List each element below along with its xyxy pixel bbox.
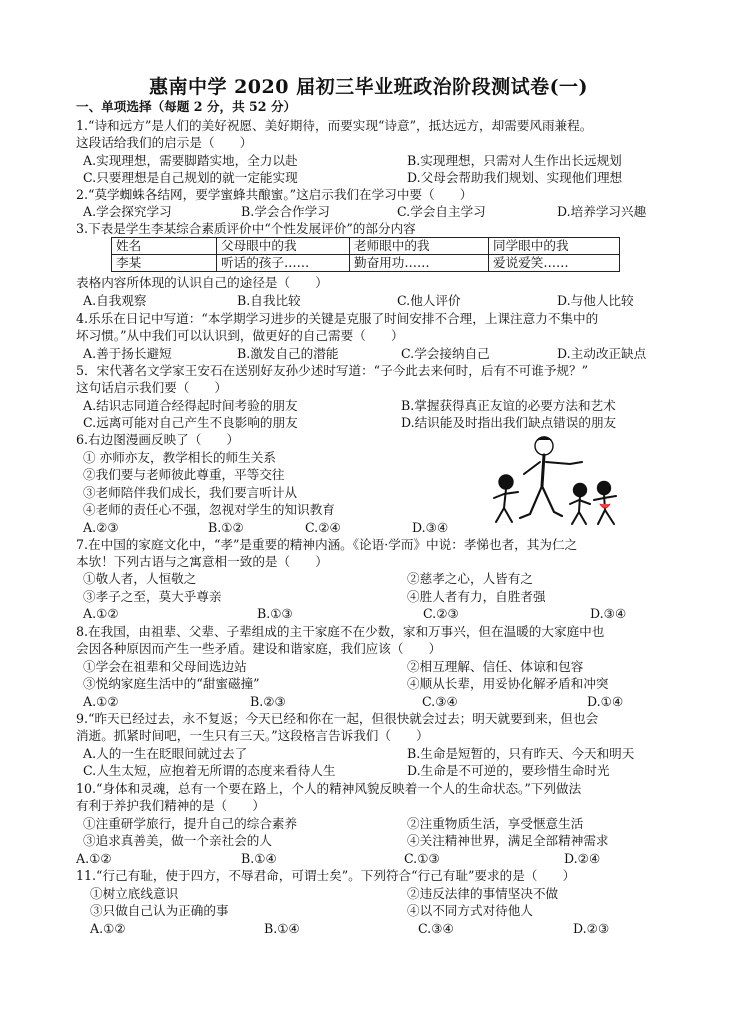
q10-stem-line2: 有利于养护我们精神的是（ ） bbox=[76, 798, 265, 813]
q10-choice-4: ④关注精神世界，满足全部精神需求 bbox=[407, 833, 609, 848]
q11-choice-2: ②违反法律的事情坚决不做 bbox=[407, 886, 559, 901]
q6-choice-3: ③老师陪伴我们成长，我们要言听计从 bbox=[83, 485, 298, 500]
q1-option-a: A.实现理想，需要脚踏实地，全力以赴 bbox=[83, 153, 298, 168]
q10-choice-3: ③追求真善美，做一个亲社会的人 bbox=[83, 833, 272, 848]
q1-option-d: D.父母会帮助我们规划、实现他们理想 bbox=[407, 170, 623, 185]
section-heading: 一、单项选择（每题 2 分，共 52 分） bbox=[76, 99, 297, 114]
q5-stem-line2: 这句话启示我们要（ ） bbox=[76, 380, 228, 395]
q6-option-c: C.②④ bbox=[305, 520, 341, 535]
table-cell: 老师眼中的我 bbox=[350, 238, 489, 255]
q8-choice-2: ②相互理解、信任、体谅和包容 bbox=[407, 659, 584, 674]
q9-option-a: A.人的一生在眨眼间就过去了 bbox=[83, 746, 248, 761]
q9-stem-line2: 消逝。抓紧时间吧，一生只有三天。”这段格言告诉我们（ ） bbox=[76, 728, 429, 743]
table-row bbox=[112, 255, 620, 272]
q1-option-c: C.只要理想是自己规划的就一定能实现 bbox=[83, 170, 298, 185]
q7-choice-3: ③孝子之至，莫大乎尊亲 bbox=[83, 589, 222, 604]
q7-choice-2: ②慈孝之心，人皆有之 bbox=[407, 571, 533, 586]
q10-choice-1: ①注重研学旅行，提升自己的综合素养 bbox=[83, 816, 298, 831]
q7-choice-1: ①敬人者，人恒敬之 bbox=[83, 571, 197, 586]
q8-stem-line1: 8.在我国，由祖辈、父辈、子辈组成的主干家庭不在少数，家和万事兴，但在温暖的大家庭中也 bbox=[76, 624, 605, 639]
q5-option-a: A.结识志同道合经得起时间考验的朋友 bbox=[83, 398, 298, 413]
q4-option-d: D.主动改正缺点 bbox=[557, 346, 647, 361]
table-cell: 听话的孩子…… bbox=[217, 255, 350, 272]
q2-option-a: A.学会探究学习 bbox=[83, 204, 172, 219]
q8-option-d: D.①④ bbox=[587, 694, 624, 709]
q3-option-b: B.自我比较 bbox=[237, 293, 301, 308]
q8-choice-1: ①学会在祖辈和父母间选边站 bbox=[83, 659, 247, 674]
exam-title: 惠南中学 2020 届初三毕业班政治阶段测试卷(一) bbox=[148, 76, 589, 98]
q8-option-a: A.①② bbox=[83, 694, 119, 709]
q10-option-c: C.①③ bbox=[404, 851, 440, 866]
q1-stem-line2: 这段话给我们的启示是（ ） bbox=[76, 135, 253, 150]
q11-option-c: C.③④ bbox=[418, 921, 454, 936]
q9-option-c: C.人生太短，应抱着无所谓的态度来看待人生 bbox=[83, 763, 336, 778]
q10-option-d: D.②④ bbox=[564, 851, 601, 866]
q6-option-a: A.②③ bbox=[83, 520, 119, 535]
q10-option-a: A.①② bbox=[76, 851, 112, 866]
table-row bbox=[112, 238, 620, 255]
q8-choice-3: ③悦纳家庭生活中的“甜蜜磁撞” bbox=[83, 676, 260, 691]
q3-option-a: A.自我观察 bbox=[83, 293, 147, 308]
q8-option-c: C.③④ bbox=[422, 694, 458, 709]
q6-choice-4: ④老师的责任心不强，忽视对学生的知识教育 bbox=[83, 502, 335, 517]
q7-stem-line1: 7.在中国的家庭文化中，“孝”是重要的精神内涵。《论语·学而》中说：孝悌也者，其为仁之 bbox=[76, 537, 578, 552]
q9-option-d: D.生命是不可逆的，要珍惜生命时光 bbox=[407, 763, 610, 778]
q7-choice-4: ④胜人者有力，自胜者强 bbox=[407, 589, 546, 604]
q11-stem: 11.“行己有耻，使于四方，不辱君命，可谓士矣”。下列符合“行己有耻”要求的是（ ） bbox=[76, 868, 576, 883]
q5-stem-line1: 5．宋代著名文学家王安石在送别好友孙少述时写道：“子今此去来何时，后有不可谁予规？” bbox=[76, 363, 589, 378]
q4-stem-line1: 4.乐乐在日记中写道：“本学期学习进步的关键是克服了时间安排不合理，上课注意力不集中的 bbox=[76, 311, 599, 326]
q8-option-b: B.②③ bbox=[250, 694, 286, 709]
table-cell: 勤奋用功…… bbox=[350, 255, 489, 272]
q4-option-b: B.激发自己的潜能 bbox=[237, 346, 339, 361]
table-cell: 爱说爱笑…… bbox=[489, 255, 620, 272]
q4-stem-line2: 坏习惯。”从中我们可以认识到，做更好的自己需要（ ） bbox=[76, 328, 404, 343]
table-cell: 父母眼中的我 bbox=[217, 238, 350, 255]
q10-option-b: B.①④ bbox=[241, 851, 277, 866]
q9-stem-line1: 9.“昨天已经过去，永不复返；今天已经和你在一起，但很快就会过去；明天就要到来，但也会 bbox=[76, 711, 599, 726]
q3-option-d: D.与他人比较 bbox=[557, 293, 634, 308]
q5-option-b: B.掌握获得真正友谊的必要方法和艺术 bbox=[401, 398, 616, 413]
q11-choice-4: ④以不同方式对待他人 bbox=[407, 903, 533, 918]
q6-option-d: D.③④ bbox=[412, 520, 449, 535]
q2-option-d: D.培养学习兴趣 bbox=[557, 204, 647, 219]
q11-option-d: D.②③ bbox=[573, 921, 610, 936]
q7-option-d: D.③④ bbox=[590, 606, 627, 621]
q2-option-b: B.学会合作学习 bbox=[241, 204, 330, 219]
q8-stem-line2: 会因各种原因而产生一些矛盾。建设和谐家庭，我们应该（ ） bbox=[76, 641, 442, 656]
q6-option-b: B.①② bbox=[208, 520, 244, 535]
q3-stem: 3.下表是学生李某综合素质评价中“个性发展评价”的部分内容 bbox=[76, 221, 416, 236]
table-cell: 姓名 bbox=[112, 238, 217, 255]
table-cell: 同学眼中的我 bbox=[489, 238, 620, 255]
q1-stem-line1: 1.“诗和远方”是人们的美好祝愿、美好期待，而要实现“诗意”，抵达远方，却需要风雨兼程。 bbox=[76, 118, 593, 133]
q11-choice-3: ③只做自己认为正确的事 bbox=[90, 903, 229, 918]
evaluation-table bbox=[111, 237, 620, 272]
q5-option-d: D.结识能及时指出我们缺点错误的朋友 bbox=[401, 415, 617, 430]
q7-option-b: B.①③ bbox=[257, 606, 293, 621]
q11-option-a: A.①② bbox=[90, 921, 126, 936]
q11-option-b: B.①④ bbox=[264, 921, 300, 936]
q5-option-c: C.远离可能对自己产生不良影响的朋友 bbox=[83, 415, 298, 430]
q3-stem-line2: 表格内容所体现的认识自己的途径是（ ） bbox=[76, 275, 328, 290]
q9-option-b: B.生命是短暂的，只有昨天、今天和明天 bbox=[407, 746, 635, 761]
q2-stem: 2.“莫学蜘蛛各结网，要学蜜蜂共酿蜜。”这启示我们在学习中要（ ） bbox=[76, 187, 473, 202]
q6-choice-2: ②我们要与老师彼此尊重，平等交往 bbox=[83, 467, 285, 482]
q4-option-c: C.学会接纳自己 bbox=[401, 346, 490, 361]
q7-option-c: C.②③ bbox=[423, 606, 459, 621]
q11-choice-1: ①树立底线意识 bbox=[90, 886, 179, 901]
q10-choice-2: ②注重物质生活，享受惬意生活 bbox=[407, 816, 584, 831]
q6-choice-1: ① 亦师亦友，教学相长的师生关系 bbox=[83, 450, 276, 465]
teacher-students-cartoon bbox=[482, 434, 642, 530]
q10-stem-line1: 10.“身体和灵魂，总有一个要在路上，个人的精神风貌反映着一个人的生命状态。”下列做法 bbox=[76, 781, 582, 796]
q3-option-c: C.他人评价 bbox=[397, 293, 461, 308]
q7-stem-line2: 本欤！下列古语与之寓意相一致的是（ ） bbox=[76, 554, 328, 569]
q6-stem: 6.右边图漫画反映了（ ） bbox=[76, 432, 240, 447]
q2-option-c: C.学会自主学习 bbox=[397, 204, 486, 219]
q7-option-a: A.①② bbox=[83, 606, 119, 621]
table-cell: 李某 bbox=[112, 255, 217, 272]
q8-choice-4: ④顺从长辈，用妥协化解矛盾和冲突 bbox=[407, 676, 609, 691]
q1-option-b: B.实现理想，只需对人生作出长远规划 bbox=[407, 153, 622, 168]
q4-option-a: A.善于扬长避短 bbox=[83, 346, 172, 361]
